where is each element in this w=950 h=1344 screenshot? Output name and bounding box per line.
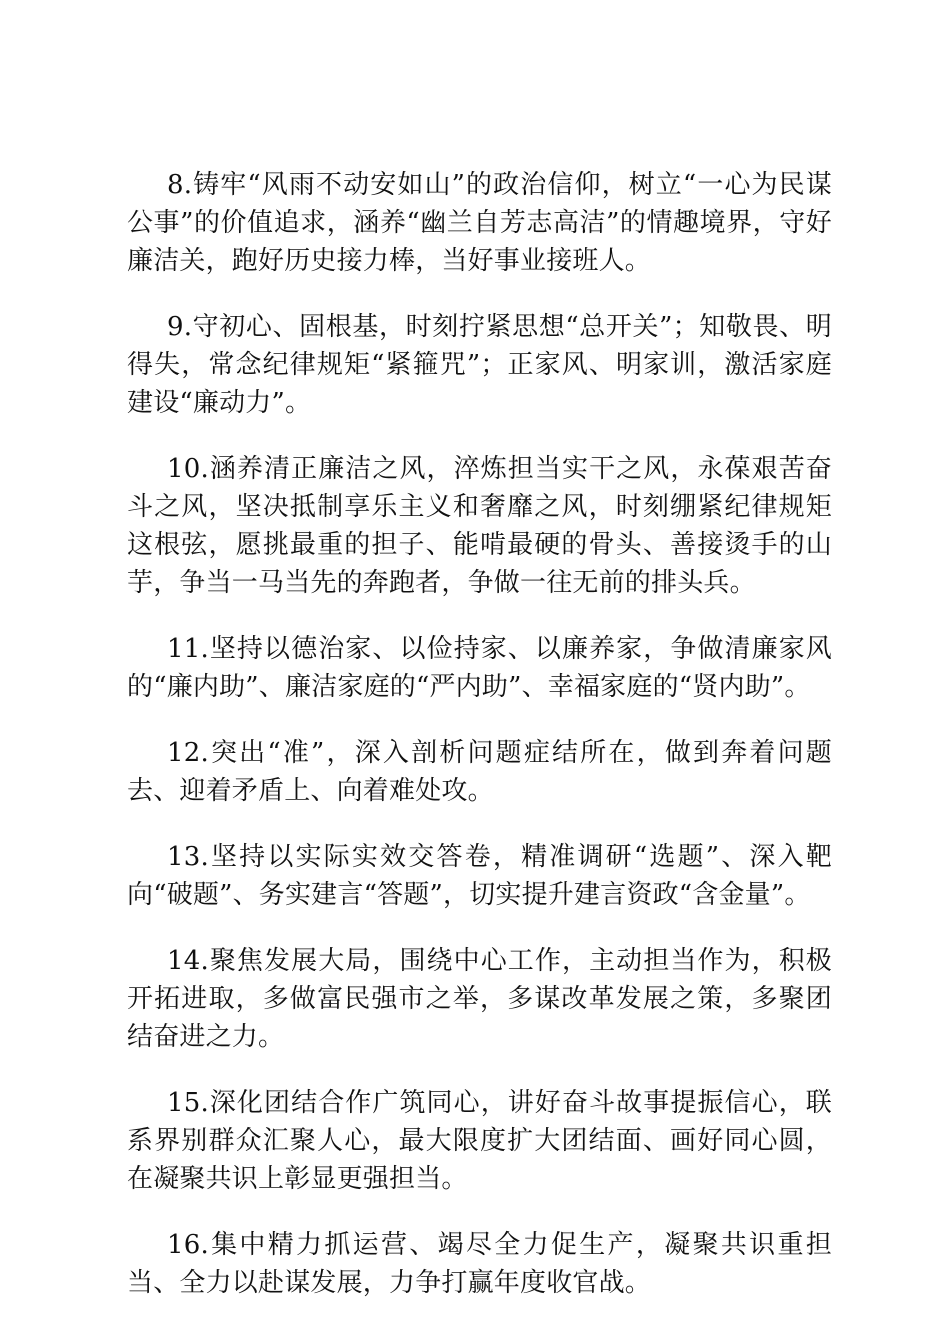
- paragraph-10: 10.涵养清正廉洁之风，淬炼担当实干之风，永葆艰苦奋斗之风，坚决抵制享乐主义和奢靡之风，时刻绷紧纪律规矩这根弦，愿挑最重的担子、能啃最硬的骨头、善接烫手的山芋，争当一马当先的奔跑者，争做一往无前的排头兵。: [127, 454, 832, 598]
- paragraph-12: 12.突出“准”，深入剖析问题症结所在，做到奔着问题去、迎着矛盾上、向着难处攻。: [127, 738, 832, 806]
- document-body: [127, 166, 832, 1330]
- paragraph-8: 8.铸牢“风雨不动安如山”的政治信仰，树立“一心为民谋公事”的价值追求，涵养“幽兰自芳志高洁”的情趣境界，守好廉洁关，跑好历史接力棒，当好事业接班人。: [127, 170, 832, 276]
- paragraph-16: 16.集中精力抓运营、竭尽全力促生产，凝聚共识重担当、全力以赴谋发展，力争打赢年度收官战。: [127, 1230, 832, 1298]
- paragraph-11: 11.坚持以德治家、以俭持家、以廉养家，争做清廉家风的“廉内助”、廉洁家庭的“严内助”、幸福家庭的“贤内助”。: [127, 634, 832, 702]
- paragraph-14: 14.聚焦发展大局，围绕中心工作，主动担当作为，积极开拓进取，多做富民强市之举，多谋改革发展之策，多聚团结奋进之力。: [127, 946, 832, 1052]
- paragraph-13: 13.坚持以实际实效交答卷，精准调研“选题”、深入靶向“破题”、务实建言“答题”，切实提升建言资政“含金量”。: [127, 842, 832, 910]
- paragraph-15: 15.深化团结合作广筑同心，讲好奋斗故事提振信心，联系界别群众汇聚人心，最大限度扩大团结面、画好同心圆，在凝聚共识上彰显更强担当。: [127, 1088, 832, 1194]
- paragraph-9: 9.守初心、固根基，时刻拧紧思想“总开关”；知敬畏、明得失，常念纪律规矩“紧箍咒”；正家风、明家训，激活家庭建设“廉动力”。: [127, 312, 832, 418]
